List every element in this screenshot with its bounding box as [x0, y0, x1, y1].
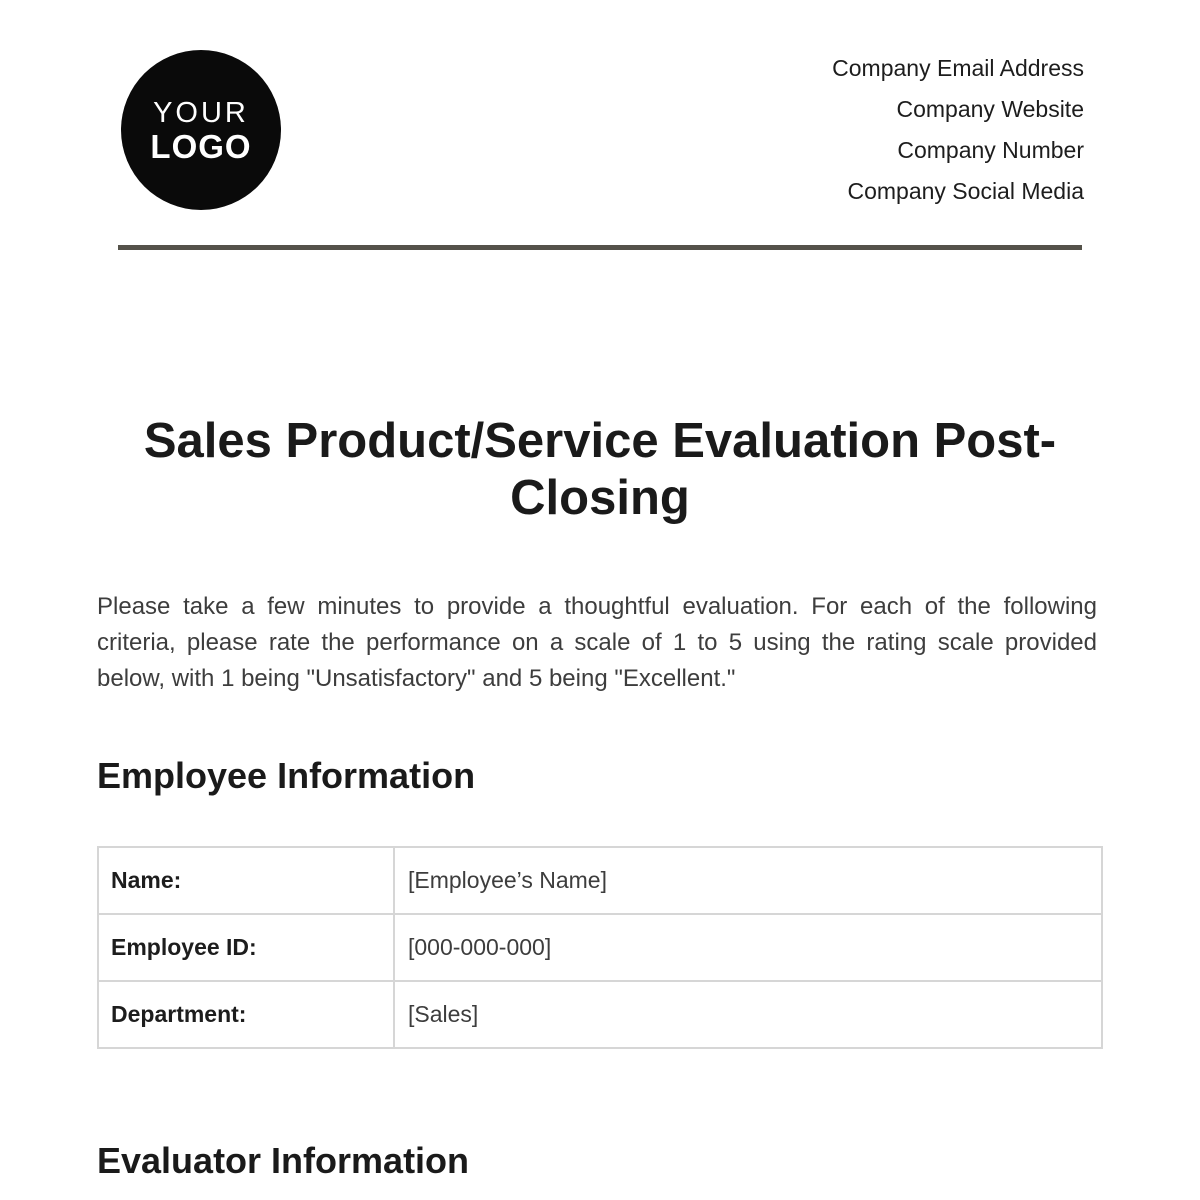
employee-information-table — [97, 846, 1103, 1049]
company-logo — [121, 50, 281, 210]
employee-information-heading: Employee Information — [97, 755, 476, 796]
row-value-department: [Sales] — [394, 981, 1102, 1048]
row-value-name: [Employee’s Name] — [394, 847, 1102, 914]
intro-line: below, with 1 being "Unsatisfactory" and 5 being "Excellent." — [97, 665, 736, 692]
logo-your-text: YOUR — [153, 96, 249, 129]
document-title: Sales Product/Service Evaluation Post-Closing — [143, 414, 1057, 525]
header-divider-rule — [118, 245, 1082, 250]
contact-line-email: Company Email Address — [832, 55, 1084, 81]
row-label-department: Department: — [98, 981, 394, 1048]
company-contact-block — [832, 48, 1084, 212]
contact-line-website: Company Website — [896, 96, 1084, 122]
row-label-name: Name: — [98, 847, 394, 914]
intro-paragraph — [97, 589, 1097, 697]
table-row — [98, 914, 1102, 981]
intro-line: Please take a few minutes to provide a thoughtful evaluation. For each of the following — [97, 593, 1097, 620]
table-row — [98, 847, 1102, 914]
logo-logo-text: LOGO — [150, 127, 252, 165]
contact-line-social: Company Social Media — [847, 178, 1084, 204]
contact-line-number: Company Number — [897, 137, 1084, 163]
evaluator-information-heading: Evaluator Information — [97, 1140, 470, 1181]
row-label-employee-id: Employee ID: — [98, 914, 394, 981]
table-row — [98, 981, 1102, 1048]
intro-line: criteria, please rate the performance on a scale of 1 to 5 using the rating scale provided — [97, 629, 1097, 656]
row-value-employee-id: [000-000-000] — [394, 914, 1102, 981]
